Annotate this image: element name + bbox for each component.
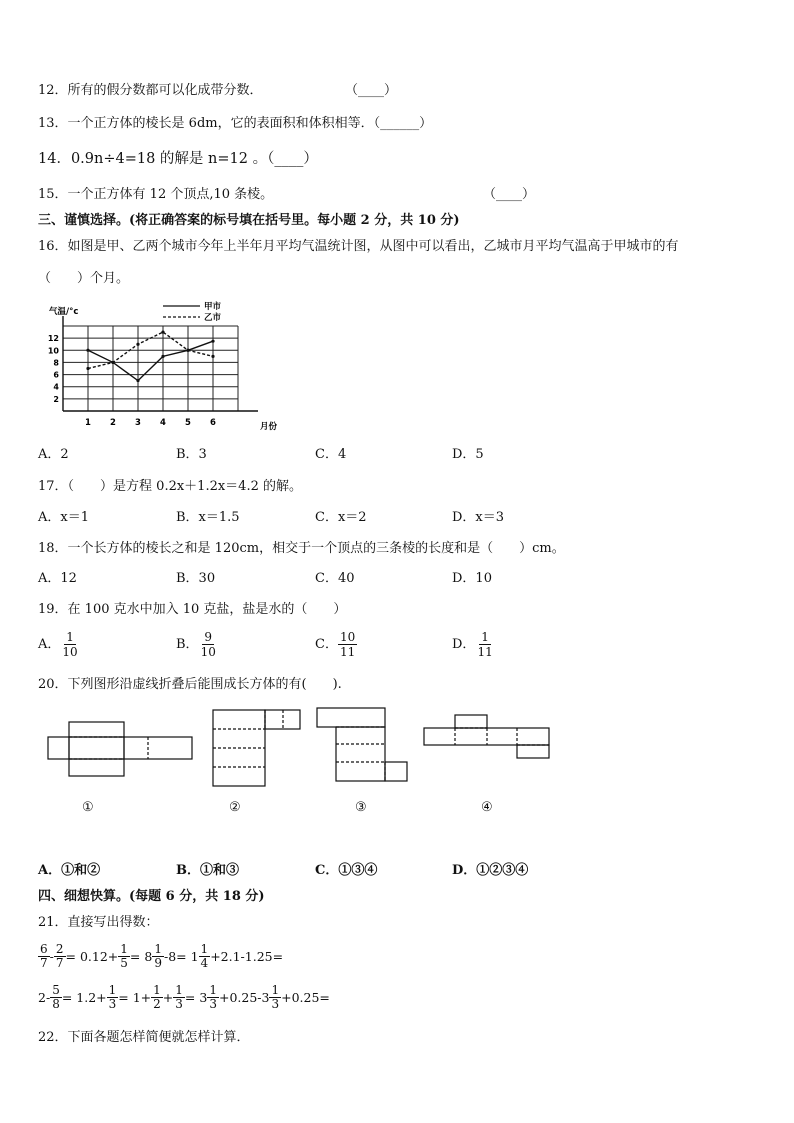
- q21-row2: 2- $\frac{5}{8}$ = 1.2+ $\frac{1}{3}$ = 1+ $\frac{1}{2}$ + $\frac{1}{3}$ = 3 $\frac{1}{3}$ +0.25-3 $\frac{1}{3}$ +0.25=: [38, 983, 330, 1011]
- data-point: [161, 330, 164, 333]
- q17-option-b[interactable]: B．x＝1.5: [176, 510, 240, 525]
- q20-option-b[interactable]: B．①和③: [176, 863, 239, 878]
- q18-option-d[interactable]: D．10: [452, 571, 492, 586]
- x-tick-label: 2: [110, 418, 116, 428]
- net-2: [213, 710, 300, 786]
- net-label-1: ①: [82, 800, 94, 815]
- q12-answer-blank[interactable]: （____）: [345, 83, 398, 98]
- q17-text: 17．（ ）是方程 0.2x＋1.2x＝4.2 的解。: [38, 479, 302, 494]
- data-point: [111, 361, 114, 364]
- cuboid-nets-figure: [38, 700, 558, 825]
- x-tick-label: 3: [135, 418, 141, 428]
- q16-text-line1: 16．如图是甲、乙两个城市今年上半年月平均气温统计图，从图中可以看出，乙城市月平均气温高于甲城市的有: [38, 239, 679, 254]
- data-point: [86, 349, 89, 352]
- y-axis-label: 气温/°c: [49, 307, 79, 317]
- data-point: [186, 349, 189, 352]
- option-label: B．: [176, 636, 199, 652]
- q16-option-b[interactable]: B．3: [176, 447, 207, 462]
- option-label: A．: [38, 636, 61, 652]
- q19-option-a[interactable]: [38, 630, 80, 659]
- net-4: [424, 715, 549, 758]
- net-1: [48, 722, 192, 776]
- fraction: $\frac{9}{10}$: [200, 630, 216, 659]
- q16-text-line2: （ ）个月。: [38, 271, 130, 286]
- y-tick-label: 8: [53, 358, 59, 368]
- data-point: [86, 367, 89, 370]
- section-4-heading: 四、细想快算。(每题 6 分，共 18 分): [38, 889, 265, 904]
- data-point: [136, 343, 139, 346]
- fraction: $\frac{1}{11}$: [477, 630, 493, 659]
- q16-option-d[interactable]: D．5: [452, 447, 484, 462]
- q19-text: 19．在 100 克水中加入 10 克盐，盐是水的（ ）: [38, 602, 347, 617]
- q19-option-c[interactable]: [315, 630, 357, 659]
- section-3-heading: 三、谨慎选择。(将正确答案的标号填在括号里。每小题 2 分，共 10 分): [38, 213, 460, 228]
- q16-option-a[interactable]: A．2: [38, 447, 69, 462]
- fraction: $\frac{10}{11}$: [339, 630, 356, 659]
- q12-text: 12．所有的假分数都可以化成带分数．: [38, 83, 263, 98]
- q17-option-d[interactable]: D．x＝3: [452, 510, 505, 525]
- x-axis-label: 月份: [260, 422, 278, 432]
- q18-option-a[interactable]: A．12: [38, 571, 77, 586]
- q20-option-c[interactable]: C．①③④: [315, 863, 378, 878]
- option-label: C．: [315, 636, 338, 652]
- option-label: D．: [452, 636, 476, 652]
- q20-option-a[interactable]: A．①和②: [38, 863, 101, 878]
- temperature-line-chart: [38, 296, 298, 436]
- net-label-4: ④: [481, 800, 493, 815]
- q21-text: 21．直接写出得数：: [38, 915, 159, 930]
- q20-option-d[interactable]: D．①②③④: [452, 863, 529, 878]
- y-tick-label: 10: [47, 346, 59, 356]
- q19-option-d[interactable]: [452, 630, 495, 659]
- x-tick-label: 6: [210, 418, 216, 428]
- data-point: [211, 340, 214, 343]
- q18-text: 18．一个长方体的棱长之和是 120cm，相交于一个顶点的三条棱的长度和是（ ）cm。: [38, 541, 565, 556]
- fraction: $\frac{1}{10}$: [62, 630, 78, 659]
- q18-option-c[interactable]: C．40: [315, 571, 355, 586]
- q17-option-c[interactable]: C．x＝2: [315, 510, 367, 525]
- legend-label: 甲市: [204, 302, 222, 312]
- data-point: [161, 355, 164, 358]
- q22-text: 22．下面各题怎样简便就怎样计算．: [38, 1030, 250, 1045]
- q19-option-b[interactable]: [176, 630, 218, 659]
- net-3: [317, 708, 407, 781]
- q21-row1: $\frac{6}{7}$ - $\frac{2}{7}$ = 0.12+ $\frac{1}{5}$ = 8 $\frac{1}{9}$ -8= 1 $\frac{1}{4}$ +2.1-1.25=: [40, 942, 284, 970]
- legend-label: 乙市: [204, 313, 222, 323]
- y-tick-label: 12: [47, 334, 59, 344]
- data-point: [136, 379, 139, 382]
- q13-text: 13．一个正方体的棱长是 6dm，它的表面积和体积相等．（______）: [38, 116, 433, 131]
- x-tick-label: 1: [85, 418, 91, 428]
- data-point: [211, 355, 214, 358]
- q14-text: 14．0.9n÷4=18 的解是 n=12 。（____）: [38, 151, 318, 167]
- q15-answer-blank[interactable]: （____）: [483, 187, 536, 202]
- y-tick-label: 4: [53, 382, 59, 392]
- y-tick-label: 6: [53, 370, 59, 380]
- x-tick-label: 5: [185, 418, 191, 428]
- q17-option-a[interactable]: A．x＝1: [38, 510, 89, 525]
- q20-text: 20．下列图形沿虚线折叠后能围成长方体的有( ).: [38, 677, 342, 692]
- q16-option-c[interactable]: C．4: [315, 447, 347, 462]
- net-label-3: ③: [355, 800, 367, 815]
- q18-option-b[interactable]: B．30: [176, 571, 216, 586]
- y-tick-label: 2: [53, 394, 59, 404]
- net-label-2: ②: [229, 800, 241, 815]
- x-tick-label: 4: [160, 418, 166, 428]
- q15-text: 15．一个正方体有 12 个顶点,10 条棱。: [38, 187, 274, 202]
